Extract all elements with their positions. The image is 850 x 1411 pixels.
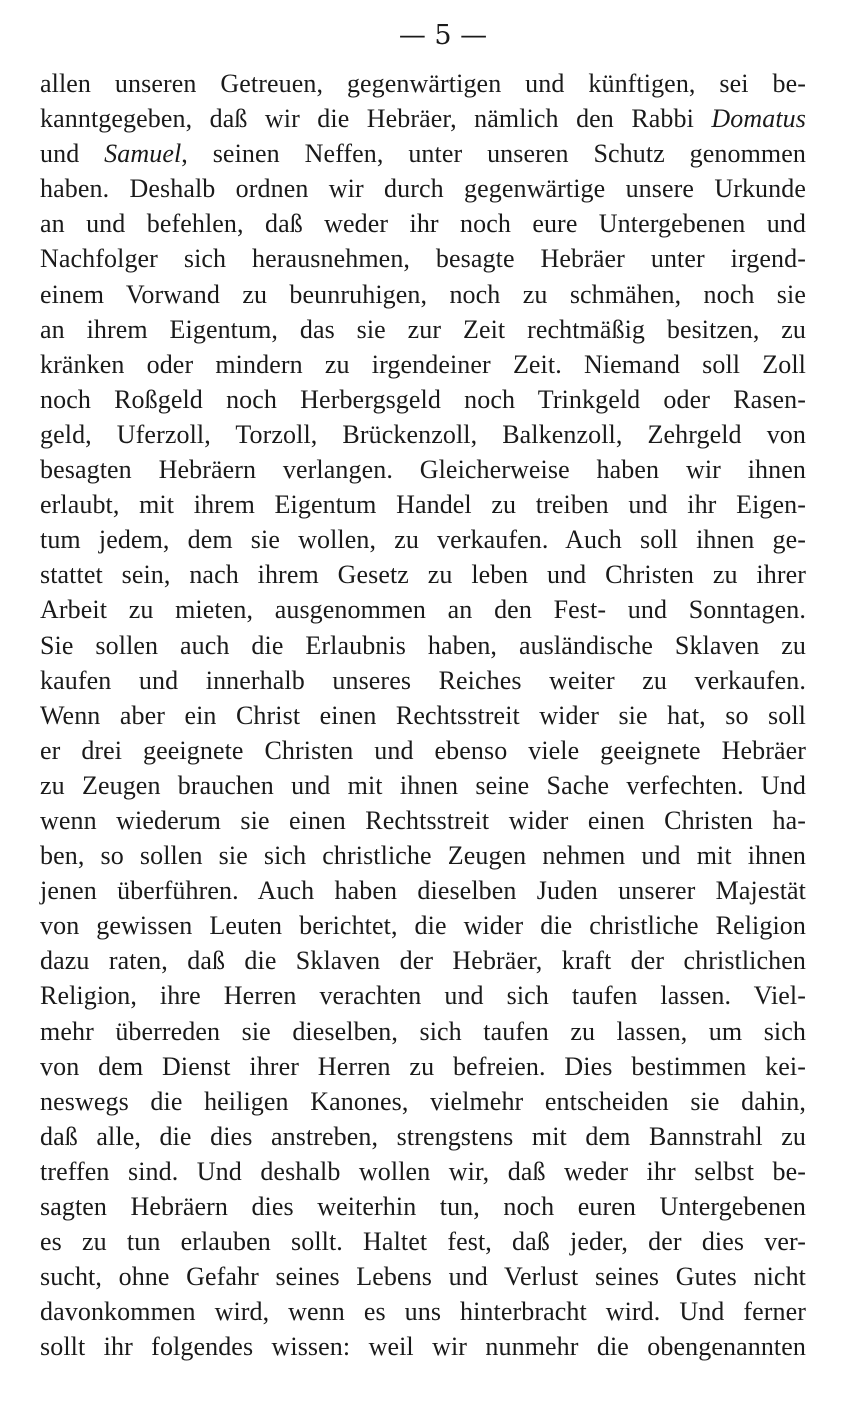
text-run: ben, so sollen sie sich christliche Zeugen nehmen und mit ihnen xyxy=(40,841,806,871)
text-run: noch Roßgeld noch Herbergsgeld noch Trinkgeld oder Rasen- xyxy=(40,384,806,414)
text-line xyxy=(40,382,806,417)
text-run: Religion, ihre Herren verachten und sich taufen lassen. Viel- xyxy=(40,981,806,1011)
text-line xyxy=(40,908,806,943)
text-line xyxy=(40,101,806,136)
text-run: treffen sind. Und deshalb wollen wir, daß weder ihr selbst be- xyxy=(40,1156,806,1186)
text-line xyxy=(40,1084,806,1119)
text-line xyxy=(40,1154,806,1189)
text-run: tum jedem, dem sie wollen, zu verkaufen. Auch soll ihnen ge- xyxy=(40,525,806,555)
text-line xyxy=(40,1049,806,1084)
text-run: zu Zeugen brauchen und mit ihnen seine Sache verfechten. Und xyxy=(40,770,806,800)
text-line xyxy=(40,873,806,908)
text-run: neswegs die heiligen Kanones, vielmehr entscheiden sie dahin, xyxy=(40,1086,806,1116)
text-run: Wenn aber ein Christ einen Rechtsstreit wider sie hat, so soll xyxy=(40,700,806,730)
text-line xyxy=(40,241,806,276)
text-run: Arbeit zu mieten, ausgenommen an den Fest- und Sonntagen. xyxy=(40,595,806,625)
text-run: allen unseren Getreuen, gegenwärtigen und künftigen, sei be- xyxy=(40,69,806,98)
name-samuel: Samuel xyxy=(104,139,182,169)
text-line xyxy=(40,628,806,663)
text-line xyxy=(40,943,806,978)
text-run: mehr überreden sie dieselben, sich taufen zu lassen, um sich xyxy=(40,1016,806,1046)
text-run: davonkommen wird, wenn es uns hinterbracht wird. Und ferner xyxy=(40,1297,806,1327)
text-line xyxy=(40,698,806,733)
text-run: , seinen Neffen, unter unseren Schutz genommen xyxy=(181,139,806,169)
text-line xyxy=(40,1014,806,1049)
text-run: dazu raten, daß die Sklaven der Hebräer, kraft der christlichen xyxy=(40,946,806,976)
text-run: stattet sein, nach ihrem Gesetz zu leben und Christen zu ihrer xyxy=(40,560,806,590)
text-line xyxy=(40,1119,806,1154)
text-run: jenen überführen. Auch haben dieselben Juden unserer Majestät xyxy=(40,876,806,906)
text-line xyxy=(40,452,806,487)
text-run: wenn wiederum sie einen Rechtsstreit wider einen Christen ha- xyxy=(40,805,806,835)
text-run: haben. Deshalb ordnen wir durch gegenwärtige unsere Urkunde xyxy=(40,174,806,204)
text-run: Nachfolger sich herausnehmen, besagte Hebräer unter irgend- xyxy=(40,244,806,274)
text-run: sagten Hebräern dies weiterhin tun, noch euren Untergebenen xyxy=(40,1192,806,1221)
text-line xyxy=(40,522,806,557)
text-line xyxy=(40,1294,806,1329)
text-line xyxy=(40,1189,806,1224)
text-run: er drei geeignete Christen und ebenso viele geeignete Hebräer xyxy=(40,735,806,765)
text-line xyxy=(40,277,806,312)
text-line xyxy=(40,663,806,698)
text-line xyxy=(40,557,806,592)
text-run: sollt ihr folgendes wissen: weil wir nunmehr die obengenannten xyxy=(40,1332,806,1362)
text-run: von gewissen Leuten berichtet, die wider die christliche Religion xyxy=(40,911,806,941)
text-line xyxy=(40,417,806,452)
text-run: kränken oder mindern zu irgendeiner Zeit. Niemand soll Zoll xyxy=(40,349,806,379)
text-line xyxy=(40,1329,806,1364)
text-line xyxy=(40,978,806,1013)
text-line xyxy=(40,312,806,347)
text-run: sucht, ohne Gefahr seines Lebens und Verlust seines Gutes nicht xyxy=(40,1262,806,1292)
text-line xyxy=(40,838,806,873)
text-line xyxy=(40,768,806,803)
text-line xyxy=(40,347,806,382)
text-run: erlaubt, mit ihrem Eigentum Handel zu treiben und ihr Eigen- xyxy=(40,490,806,520)
text-line xyxy=(40,487,806,522)
text-run: einem Vorwand zu beunruhigen, noch zu schmähen, noch sie xyxy=(40,279,806,309)
text-run: kaufen und innerhalb unseres Reiches weiter zu verkaufen. xyxy=(40,665,806,695)
text-run: von dem Dienst ihrer Herren zu befreien. Dies bestimmen kei- xyxy=(40,1051,806,1081)
text-run: und xyxy=(40,139,105,169)
text-run: kanntgegeben, daß wir die Hebräer, nämlich den Rabbi xyxy=(40,104,712,134)
text-run: es zu tun erlauben sollt. Haltet fest, daß jeder, der dies ver- xyxy=(40,1227,806,1257)
text-line xyxy=(40,803,806,838)
text-run: geld, Uferzoll, Torzoll, Brückenzoll, Balkenzoll, Zehrgeld von xyxy=(40,419,806,449)
text-run: daß alle, die dies anstreben, strengstens mit dem Bannstrahl zu xyxy=(40,1121,806,1151)
name-domatus: Domatus xyxy=(711,104,806,134)
text-line xyxy=(40,136,806,171)
text-run: besagten Hebräern verlangen. Gleicherweise haben wir ihnen xyxy=(40,455,806,485)
text-run: an ihrem Eigentum, das sie zur Zeit rechtmäßig besitzen, zu xyxy=(40,314,806,344)
page-number: — 5 — xyxy=(398,20,488,51)
text-line xyxy=(40,171,806,206)
text-line xyxy=(40,1259,806,1294)
text-line xyxy=(40,66,806,101)
text-run: an und befehlen, daß weder ihr noch eure Untergebenen und xyxy=(40,209,806,239)
body-text xyxy=(40,66,806,1364)
text-run: Sie sollen auch die Erlaubnis haben, ausländische Sklaven zu xyxy=(40,630,806,660)
text-line xyxy=(40,592,806,627)
text-line xyxy=(40,1224,806,1259)
text-line xyxy=(40,206,806,241)
text-line xyxy=(40,733,806,768)
